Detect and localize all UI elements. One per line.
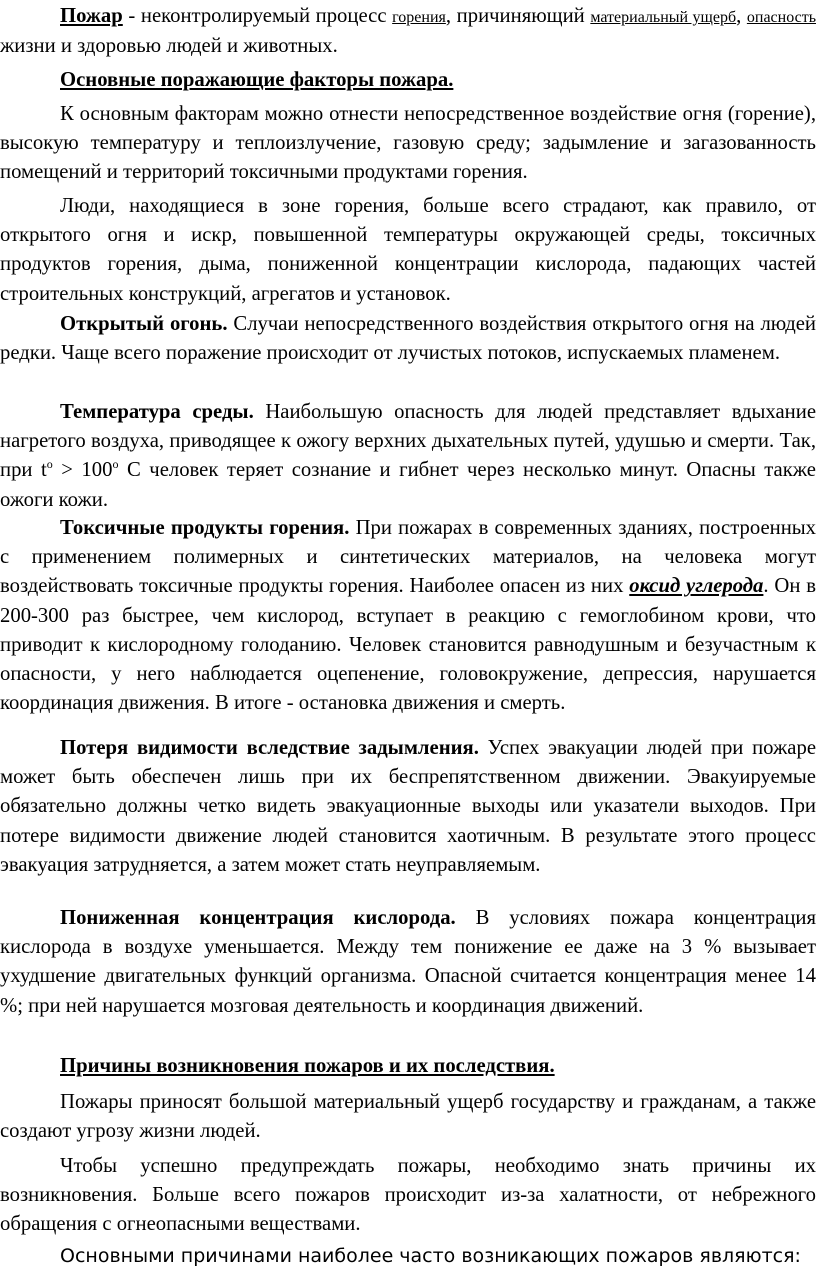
- term-fire: Пожар: [60, 5, 123, 27]
- main-causes-line: Основными причинами наиболее часто возникающих пожаров являются:: [60, 1245, 801, 1267]
- toxic-title: Токсичные продукты горения.: [60, 517, 350, 539]
- open-fire-title: Открытый огонь.: [60, 313, 228, 335]
- intro-dash: -: [122, 5, 141, 27]
- section1-heading: Основные поражающие факторы пожара.: [60, 69, 454, 91]
- intro-text: жизни и здоровью людей и животных.: [0, 35, 338, 58]
- section2-heading: Причины возникновения пожаров и их последствия.: [60, 1055, 555, 1077]
- intro-text: неконтролируемый процесс: [140, 5, 393, 27]
- temperature-paragraph: [0, 398, 816, 515]
- intro-paragraph: [0, 2, 816, 61]
- temperature-title: Температура среды.: [60, 401, 254, 423]
- degree-sup: o: [46, 457, 53, 472]
- oxygen-paragraph: [0, 904, 816, 1021]
- visibility-title: Потеря видимости вследствие задымления.: [60, 737, 479, 759]
- oxygen-text: В условиях пожара концентрация кислорода в воздухе уменьшается. Между тем понижение ее даже на 3 % вызывает ухудшение двигательных функций организма. Опасной считается концентрация менее 14 %; при ней нарушается мозговая деятельность и координация движений.: [0, 907, 816, 1017]
- temperature-text: > 100: [52, 459, 113, 482]
- open-fire-text: Случаи непосредственного воздействия открытого огня на людей редки. Чаще всего поражение происходит от лучистых потоков, испускаемых пламенем.: [0, 313, 816, 365]
- causes-paragraph: Чтобы успешно предупреждать пожары, необходимо знать причины их возникновения. Больше всего пожаров происходит из-за халатности, от небрежного обращения с огнеопасными веществами.: [0, 1155, 816, 1236]
- intro-text: , причиняющий: [445, 5, 591, 27]
- open-fire-paragraph: [0, 310, 816, 368]
- toxic-text: . Он в 200-300 раз быстрее, чем кислород, вступает в реакцию с гемоглобином крови, что приводит к кислородному голоданию. Человек становится равнодушным и безучастным к опасности, у него наблюдается оцепенение, головокружение, депрессия, нарушается координация движения. В итоге - остановка движения и смерть.: [0, 575, 816, 715]
- intro-text: ,: [736, 5, 747, 27]
- link-material-damage[interactable]: материальный ущерб: [590, 9, 737, 26]
- damage-paragraph: Пожары приносят большой материальный ущерб государству и гражданам, а также создают угрозу жизни людей.: [0, 1091, 816, 1143]
- toxic-text: При пожарах в современных зданиях, построенных с применением полимерных и синтетических материалов, на человека могут воздействовать токсичные продукты горения. Наиболее опасен из них: [0, 517, 816, 598]
- link-gorenie[interactable]: горения: [392, 9, 446, 26]
- degree-sup: o: [112, 457, 119, 472]
- visibility-text: Успех эвакуации людей при пожаре может быть обеспечен лишь при их беспрепятственном движении. Эвакуируемые обязательно должны четко видеть эвакуационные выходы или указатели выходов. При потере видимости движение людей становится хаотичным. В результате этого процесс эвакуация затрудняется, а затем может стать неуправляемым.: [0, 737, 816, 876]
- carbon-monoxide-term: оксид углерода: [629, 575, 764, 598]
- toxic-paragraph: [0, 514, 816, 718]
- link-danger[interactable]: опасность: [746, 9, 816, 26]
- temperature-text: С человек теряет сознание и гибнет через несколько минут. Опасны также ожоги кожи.: [0, 459, 816, 511]
- people-paragraph: Люди, находящиеся в зоне горения, больше всего страдают, как правило, от открытого огня и искр, повышенной температуры окружающей среды, токсичных продуктов горения, дыма, пониженной концентрации кислорода, падающих частей строительных конструкций, агрегатов и установок.: [0, 195, 816, 305]
- oxygen-title: Пониженная концентрация кислорода.: [60, 907, 456, 929]
- visibility-paragraph: [0, 734, 816, 880]
- factors-paragraph: К основным факторам можно отнести непосредственное воздействие огня (горение), высокую температуру и теплоизлучение, газовую среду; задымление и загазованность помещений и территорий токсичными продуктами горения.: [0, 103, 816, 184]
- temperature-text: Наибольшую опасность для людей представляет вдыхание нагретого воздуха, приводящее к ожогу верхних дыхательных путей, удушью и смерти. Так, при t: [0, 401, 816, 482]
